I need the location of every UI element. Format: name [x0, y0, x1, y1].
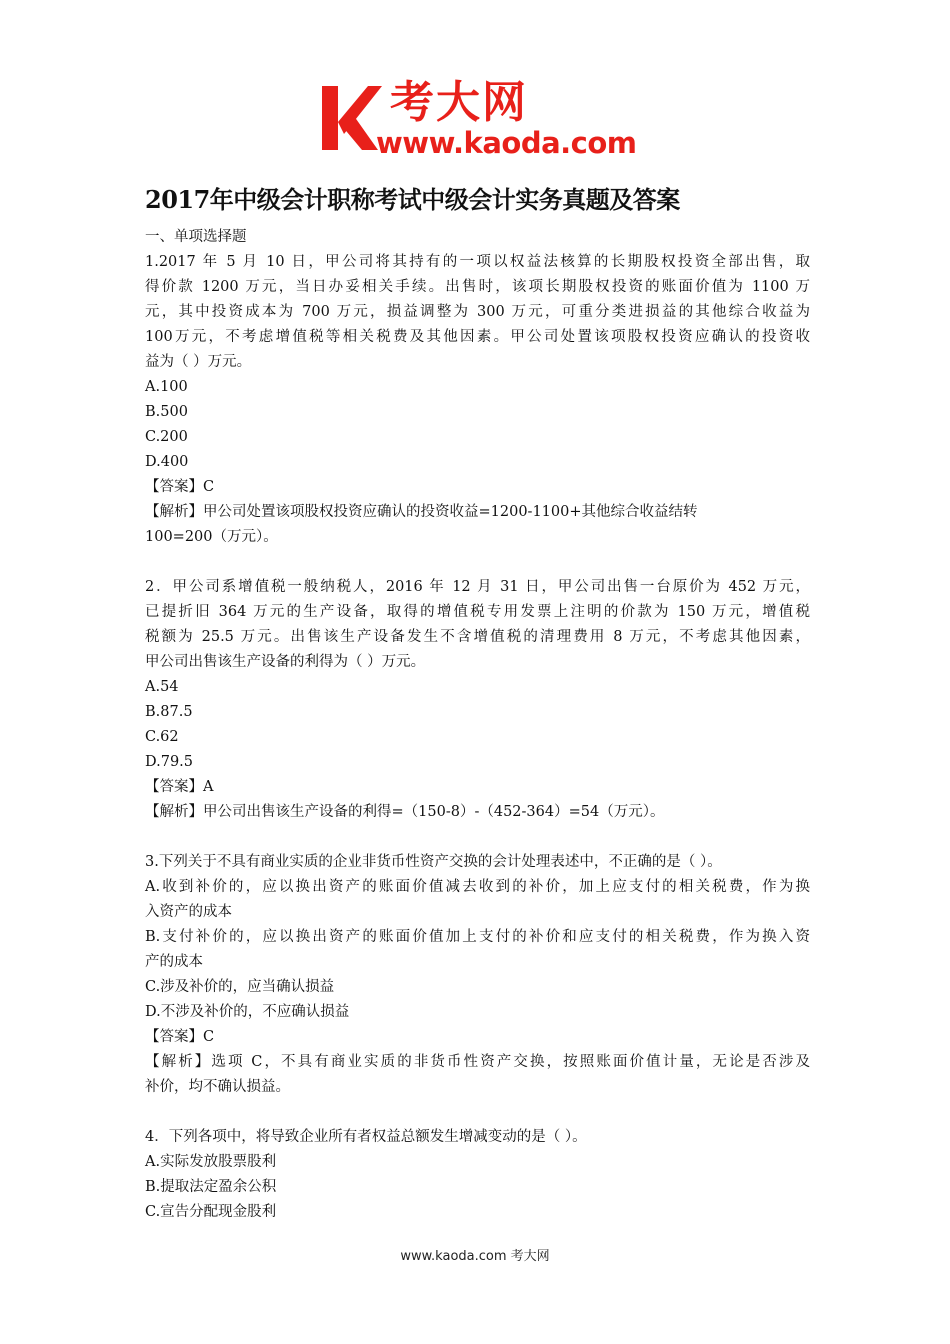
- question-text-line: 100万元，不考虑增值税等相关税费及其他因素。甲公司处置该项股权投资应确认的投资收: [145, 329, 810, 345]
- option-b: B.500: [145, 404, 188, 420]
- question-text-line: 税额为 25.5 万元。出售该生产设备发生不含增值税的清理费用 8 万元，不考虑其他因素，: [145, 629, 810, 645]
- kaoda-logo: [318, 78, 648, 158]
- answer: 【答案】A: [145, 779, 214, 795]
- question-1: [145, 250, 810, 550]
- logo-brand-text: 考大网: [390, 77, 528, 128]
- option-a: A.实际发放股票股利: [145, 1154, 277, 1170]
- question-3: [145, 850, 810, 1100]
- question-text-line: 4．下列各项中，将导致企业所有者权益总额发生增减变动的是（ ）。: [145, 1129, 587, 1145]
- question-text-line: 已提折旧 364 万元的生产设备，取得的增值税专用发票上注明的价款为 150 万元，增值税: [145, 604, 810, 620]
- analysis-line: 【解析】选项 C，不具有商业实质的非货币性资产交换，按照账面价值计量，无论是否涉及: [145, 1054, 810, 1070]
- k-logo-icon: [318, 82, 382, 154]
- logo-url-text: www.kaoda.com: [376, 126, 637, 160]
- option-d: D.不涉及补价的，不应确认损益: [145, 1004, 350, 1020]
- option-c: C.62: [145, 729, 179, 745]
- question-text-line: 甲公司出售该生产设备的利得为（ ）万元。: [145, 654, 426, 670]
- option-a: A.54: [145, 679, 179, 695]
- section-heading: 一、单项选择题: [145, 229, 247, 245]
- question-text-line: 得价款 1200 万元，当日办妥相关手续。出售时，该项长期股权投资的账面价值为 1100 万: [145, 279, 810, 295]
- answer: 【答案】C: [145, 1029, 215, 1045]
- option-b-cont: 产的成本: [145, 954, 203, 970]
- document-title: 2017年中级会计职称考试中级会计实务真题及答案: [145, 185, 680, 214]
- question-4: [145, 1125, 810, 1225]
- option-b: B.87.5: [145, 704, 193, 720]
- analysis-line: 【解析】甲公司出售该生产设备的利得=（150-8）-（452-364）=54（万元）。: [145, 804, 665, 820]
- option-a: A.100: [145, 379, 188, 395]
- option-c: C.宣告分配现金股利: [145, 1204, 277, 1220]
- question-text-line: 元，其中投资成本为 700 万元，损益调整为 300 万元，可重分类进损益的其他综合收益为: [145, 304, 810, 320]
- document-body: [145, 225, 810, 1225]
- question-2: [145, 575, 810, 825]
- question-text-line: 益为（ ）万元。: [145, 354, 252, 370]
- analysis-line: 100=200（万元）。: [145, 529, 278, 545]
- option-d: D.79.5: [145, 754, 194, 770]
- option-c: C.200: [145, 429, 188, 445]
- option-b: B.支付补价的，应以换出资产的账面价值加上支付的补价和应支付的相关税费，作为换入资: [145, 929, 810, 945]
- option-a: A.收到补价的，应以换出资产的账面价值减去收到的补价，加上应支付的相关税费，作为换: [145, 879, 810, 895]
- answer: 【答案】C: [145, 479, 215, 495]
- question-text-line: 3.下列关于不具有商业实质的企业非货币性资产交换的会计处理表述中，不正确的是（ ）。: [145, 854, 722, 870]
- question-text-line: 1.2017 年 5 月 10 日，甲公司将其持有的一项以权益法核算的长期股权投资全部出售，取: [145, 254, 810, 270]
- question-text-line: 2．甲公司系增值税一般纳税人，2016 年 12 月 31 日，甲公司出售一台原价为 452 万元，: [145, 579, 810, 595]
- option-d: D.400: [145, 454, 189, 470]
- analysis-line: 【解析】甲公司处置该项股权投资应确认的投资收益=1200-1100+其他综合收益结转: [145, 504, 698, 520]
- page-footer: www.kaoda.com 考大网: [400, 1249, 550, 1264]
- analysis-line: 补价，均不确认损益。: [145, 1079, 290, 1095]
- option-c: C.涉及补价的，应当确认损益: [145, 979, 335, 995]
- option-a-cont: 入资产的成本: [145, 904, 232, 920]
- option-b: B.提取法定盈余公积: [145, 1179, 277, 1195]
